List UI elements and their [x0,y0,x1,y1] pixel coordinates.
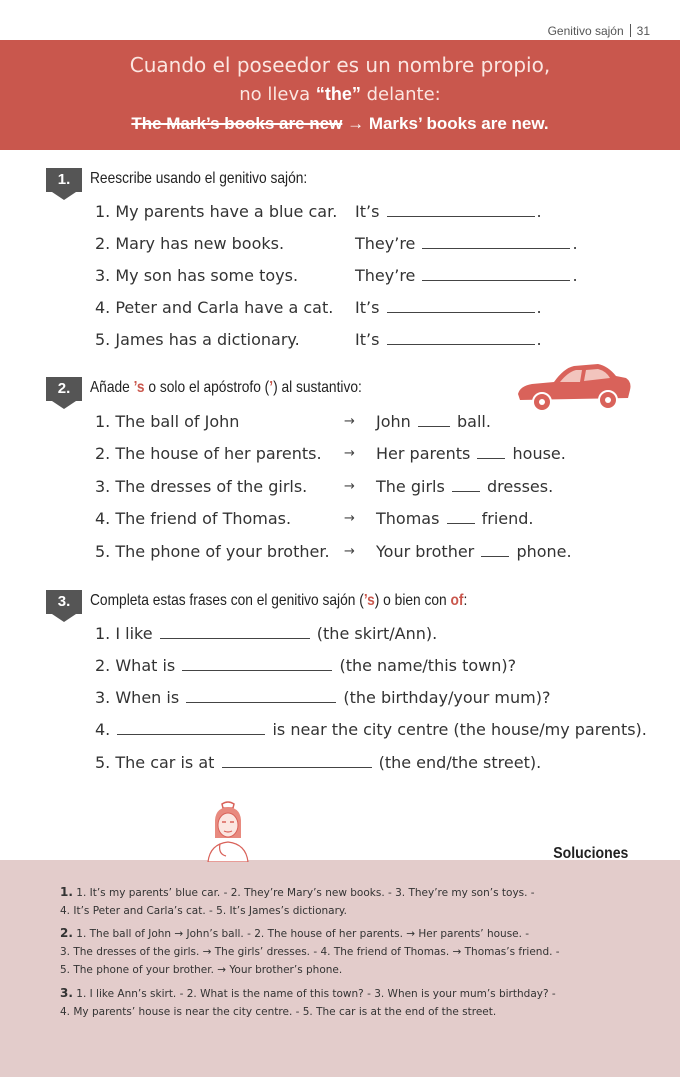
ex1-item-answer[interactable]: They’re . [355,266,578,285]
banner-the: “the” [315,84,361,104]
banner-line-1: Cuando el poseedor es un nombre propio, [129,53,551,77]
ex1-item-text: 1. My parents have a blue car. [95,202,338,221]
solution-1 [60,883,650,920]
answer-end: friend. [481,509,534,528]
item-hint: is near the city centre (the house/my parents). [272,720,647,739]
ex1-item-text: 2. Mary has new books. [95,234,285,253]
banner-line-2-pre: no lleva [239,84,316,105]
title-highlight: ’ [269,379,274,396]
solution-number: 1. [60,885,73,899]
nurse-illustration [200,798,256,862]
answer-blank[interactable] [447,511,475,524]
ex2-item-text: 1. The ball of John [95,412,240,431]
ex1-item-text: 3. My son has some toys. [95,266,299,285]
solution-line: 1. I like Ann’s skirt. - 2. What is the name of this town? - 3. When is your mum’s birthday? - [76,988,556,1000]
solution-3 [60,984,650,1021]
rule-banner [0,40,680,150]
exercise-1-badge: 1. [46,168,82,192]
wrong-example: The Mark’s books are new [131,114,343,133]
ex1-item-answer[interactable]: They’re . [355,234,578,253]
answer-start: It’s [355,298,380,317]
banner-line-2-post: delante: [360,84,441,105]
banner-example [0,114,680,134]
answer-start: Your brother [376,542,475,561]
answer-start: It’s [355,330,380,349]
arrow-icon: → [344,511,355,526]
answer-blank[interactable] [117,722,265,735]
item-start: 1. I like [95,624,153,643]
exercise-2-badge: 2. [46,377,82,401]
item-hint: (the end/the street). [378,753,542,772]
answer-blank[interactable] [160,626,310,639]
exercise-3-title [90,592,467,610]
answer-end: ball. [456,412,491,431]
ex2-item-text: 3. The dresses of the girls. [95,477,308,496]
banner-line-2 [0,84,680,105]
answer-end: phone. [516,542,572,561]
correct-example: Marks’ books are new. [368,114,549,133]
answer-blank[interactable] [477,446,505,459]
solution-2 [60,924,650,979]
answer-start: Thomas [376,509,440,528]
car-illustration [512,360,634,420]
title-highlight: of [450,592,464,609]
item-hint: (the name/this town)? [339,656,517,675]
solutions-title: Soluciones [552,845,628,862]
answer-end: dresses. [487,477,554,496]
item-start: 2. What is [95,656,176,675]
exercise-1-title: Reescribe usando el genitivo sajón: [90,170,308,187]
ex2-item-answer[interactable] [376,477,553,496]
answer-blank[interactable] [387,332,535,345]
arrow-icon: → [347,114,365,133]
arrow-icon: → [344,446,355,461]
page-header [548,24,650,38]
item-hint: (the skirt/Ann). [316,624,438,643]
ex3-item[interactable] [95,624,437,643]
ex1-item-text: 4. Peter and Carla have a cat. [95,298,334,317]
title-text: o solo el apóstrofo ( [144,379,270,396]
solution-line: 5. The phone of your brother. → Your brother’s phone. [60,964,343,976]
answer-blank[interactable] [422,236,570,249]
page-number: 31 [636,24,650,38]
title-text: Completa estas frases con el genitivo sajón ( [90,592,364,609]
section-name: Genitivo sajón [547,24,624,38]
exercise-2-title [90,379,362,397]
answer-start: John [376,412,411,431]
ex1-item-answer[interactable]: It’s . [355,298,542,317]
answer-start: Her parents [376,444,471,463]
title-text: : [463,592,468,609]
ex2-item-answer[interactable] [376,412,491,431]
solution-number: 2. [60,926,73,940]
answer-blank[interactable] [186,690,336,703]
item-start: 3. When is [95,688,180,707]
item-start: 5. The car is at [95,753,215,772]
answer-start: The girls [376,477,445,496]
exercise-3-badge: 3. [46,590,82,614]
arrow-icon: → [344,414,355,429]
answer-blank[interactable] [452,479,480,492]
title-text: Añade [90,379,134,396]
item-hint: (the birthday/your mum)? [343,688,551,707]
title-highlight: ’s [133,379,145,396]
ex2-item-answer[interactable] [376,542,572,561]
title-highlight: ’s [363,592,375,609]
ex3-item[interactable] [95,688,550,707]
answer-blank[interactable] [481,544,509,557]
answer-blank[interactable] [418,414,450,427]
solution-line: 4. My parents’ house is near the city centre. - 5. The car is at the end of the street. [60,1006,497,1018]
ex1-item-text: 5. James has a dictionary. [95,330,300,349]
answer-start: They’re [355,234,416,253]
answer-blank[interactable] [422,268,570,281]
solution-line: 1. The ball of John → John’s ball. - 2. The house of her parents. → Her parents’ house. - [76,928,530,940]
solution-line: 1. It’s my parents’ blue car. - 2. They’re Mary’s new books. - 3. They’re my son’s toys. - [76,887,535,899]
title-text: ) al sustantivo: [273,379,362,396]
ex2-item-answer[interactable] [376,444,566,463]
ex2-item-answer[interactable] [376,509,534,528]
ex1-item-answer[interactable]: It’s . [355,202,542,221]
ex3-item[interactable] [95,656,516,675]
ex1-item-answer[interactable]: It’s . [355,330,542,349]
header-divider [630,24,631,37]
answer-blank[interactable] [387,300,535,313]
answer-start: It’s [355,202,380,221]
ex2-item-text: 2. The house of her parents. [95,444,322,463]
item-start: 4. [95,720,111,739]
ex3-item[interactable] [95,720,647,739]
solution-line: 4. It’s Peter and Carla’s cat. - 5. It’s James’s dictionary. [60,905,347,917]
answer-blank[interactable] [182,658,332,671]
answer-start: They’re [355,266,416,285]
ex2-item-text: 5. The phone of your brother. [95,542,330,561]
answer-end: house. [512,444,566,463]
ex3-item[interactable] [95,753,541,772]
answer-blank[interactable] [222,755,372,768]
title-text: ) o bien con [374,592,451,609]
solution-line: 3. The dresses of the girls. → The girls’ dresses. - 4. The friend of Thomas. → Thomas’s friend. - [60,946,560,958]
arrow-icon: → [344,544,355,559]
ex2-item-text: 4. The friend of Thomas. [95,509,292,528]
answer-blank[interactable] [387,204,535,217]
solution-number: 3. [60,986,73,1000]
arrow-icon: → [344,479,355,494]
